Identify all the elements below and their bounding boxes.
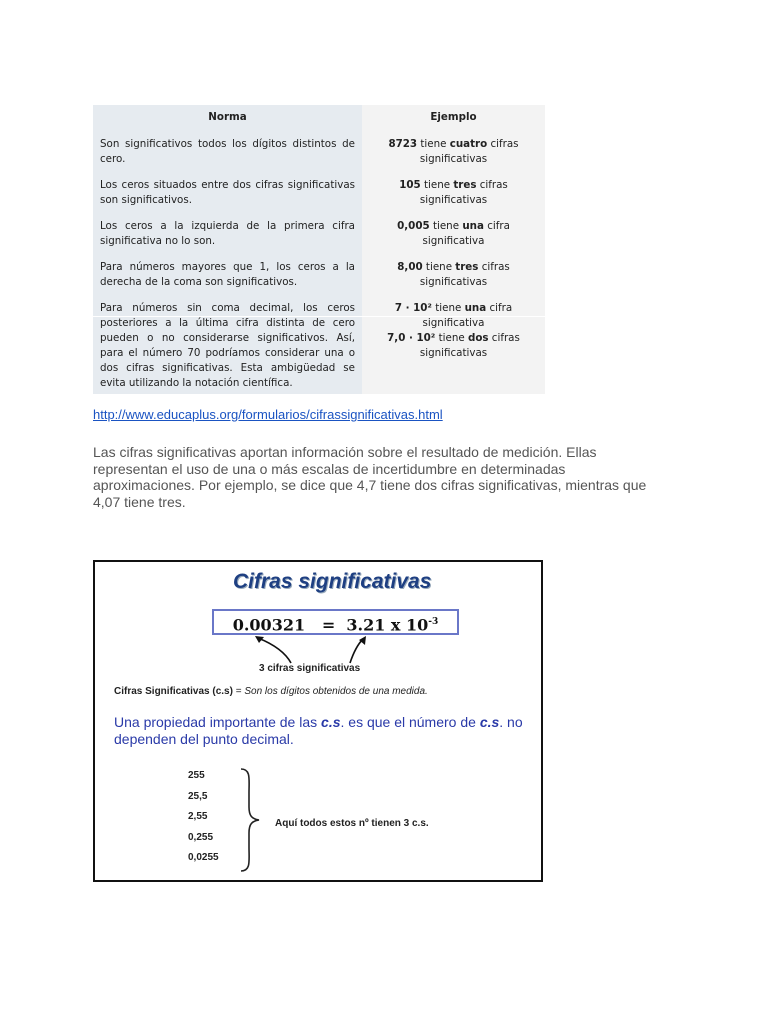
example-bold: una	[462, 220, 484, 232]
example-text: cifra significativa	[422, 302, 513, 329]
example-cell	[368, 219, 539, 249]
example-text: tiene	[435, 332, 468, 344]
header-ejemplo: Ejemplo	[430, 111, 477, 123]
example-text: tiene	[420, 179, 454, 191]
example-text: tiene	[431, 302, 465, 314]
example-cell	[368, 301, 539, 361]
number-item: 2,55	[188, 811, 208, 822]
example-bold: 8723	[388, 138, 418, 150]
number-item: 0,0255	[188, 852, 219, 863]
example-bold: 8,00	[397, 261, 423, 273]
significant-figures-table	[93, 105, 545, 394]
figure-title: Cifras significativas	[233, 570, 432, 593]
example-text: cifras significativas	[419, 138, 519, 165]
figure-image	[93, 560, 543, 882]
curly-brace-icon	[237, 767, 267, 873]
rule-cell: Para números sin coma decimal, los ceros posteriores a la última cifra distinta de cero pueden o no considerarse significativos. Así, para el número 70 podríamos considerar una o dos cifras significativas. Esta ambigüedad se evita utilizando la notación científica.	[100, 302, 355, 389]
example-bold: 7,0 · 10²	[387, 332, 436, 344]
number-list	[188, 770, 219, 873]
example-text: cifras significativas	[419, 261, 510, 288]
example-bold: 105	[399, 179, 421, 191]
example-bold: 7 · 10²	[394, 302, 432, 314]
example-cell	[368, 178, 539, 208]
example-bold: cuatro	[449, 138, 488, 150]
example-text: cifra significativa	[422, 220, 510, 247]
number-item: 0,255	[188, 831, 214, 843]
number-item: 25,5	[188, 790, 208, 802]
explanation-paragraph: Las cifras significativas aportan información sobre el resultado de medición. Ellas representan el uso de una o más escalas de incertidumbre en determinadas aproximaciones. Por ejemplo, se dice que 4,7 tiene dos cifras significativas, mientras que 4,07 tiene tres.	[93, 444, 647, 510]
formula-right: 3.21 x 10	[346, 615, 429, 635]
example-bold: una	[464, 302, 487, 314]
example-bold: dos	[467, 332, 489, 344]
rule-cell: Los ceros situados entre dos cifras significativas son significativos.	[100, 179, 355, 206]
example-bold: tres	[453, 179, 477, 191]
example-text: tiene	[429, 220, 463, 232]
example-bold: tres	[455, 261, 479, 273]
formula-exponent: -3	[428, 617, 439, 627]
example-cell	[368, 260, 539, 290]
all-three-cs-note: Aquí todos estos nº tienen 3 c.s.	[275, 818, 429, 829]
rule-cell: Para números mayores que 1, los ceros a la derecha de la coma son significativos.	[100, 261, 355, 288]
three-cs-label: 3 cifras significativas	[259, 663, 361, 674]
header-norma: Norma	[208, 111, 247, 123]
formula-left: 0.00321	[232, 615, 306, 635]
source-link[interactable]: http://www.educaplus.org/formularios/cifrassignificativas.html	[93, 407, 443, 422]
example-text: cifras significativas	[419, 179, 508, 206]
example-bold: 0,005	[397, 220, 430, 232]
property-statement: Una propiedad importante de las c.s. es que el número de c.s. no dependen del punto decimal.	[114, 714, 523, 747]
example-text: tiene	[422, 261, 456, 273]
formula-eq: =	[321, 615, 336, 635]
cs-definition: Cifras Significativas (c.s) = Son los dígitos obtenidos de una medida.	[114, 686, 428, 697]
example-text: tiene	[417, 138, 450, 150]
number-item: 255	[188, 770, 205, 781]
rule-cell: Los ceros a la izquierda de la primera cifra significativa no lo son.	[100, 220, 355, 247]
example-cell	[368, 137, 539, 167]
rule-cell: Son significativos todos los dígitos distintos de cero.	[100, 138, 355, 165]
example-text: cifras significativas	[419, 332, 520, 359]
